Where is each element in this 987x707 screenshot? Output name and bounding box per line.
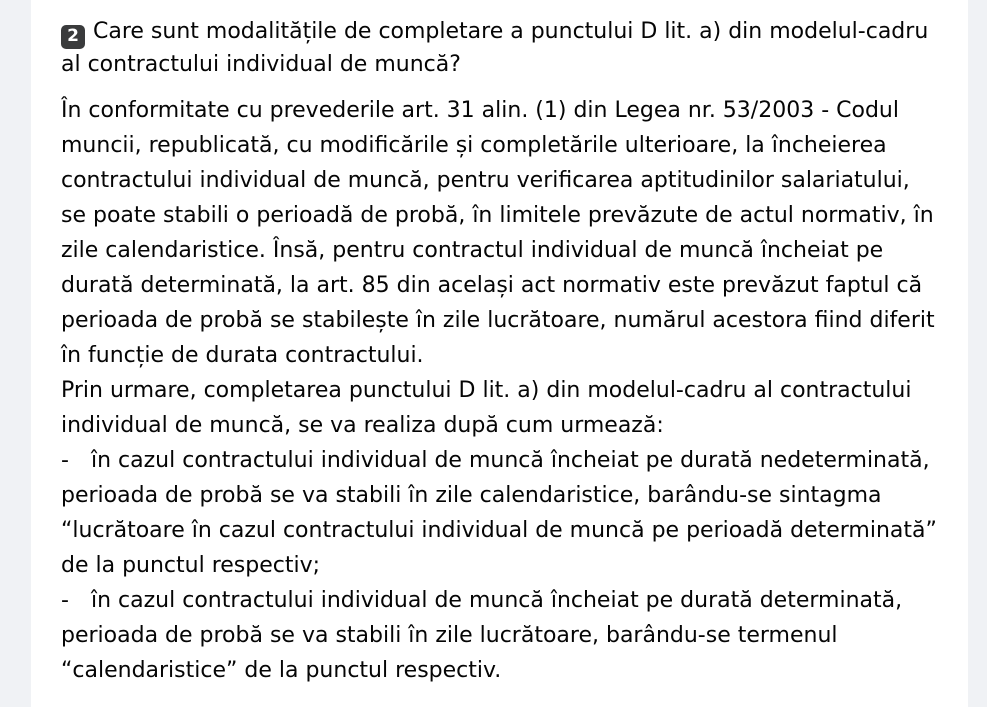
bullet-dash: - <box>61 447 69 473</box>
list-item-text: în cazul contractului individual de muncă încheiat pe durată nedeterminată, perioada de probă se va stabili în zile calendaristice, barându-se sintagma “lucrătoare în cazul contractului individual de muncă pe perioadă determinată” de la punctul respectiv; <box>61 447 937 578</box>
list-item <box>61 583 938 688</box>
answer-paragraph: În conformitate cu prevederile art. 31 alin. (1) din Legea nr. 53/2003 - Codul muncii, republicată, cu modificările și completările ulterioare, la încheierea contractului individual de muncă, pentru verificarea aptitudinilor salariatului, se poate stabili o perioadă de probă, în limitele prevăzute de actul normativ, în zile calendaristice. Însă, pentru contractul individual de muncă încheiat pe durată determinată, la art. 85 din același act normativ este prevăzut faptul că perioada de probă se stabilește în zile lucrătoare, numărul acestora fiind diferit în funcție de durata contractului. <box>61 97 935 368</box>
post-card <box>31 0 968 707</box>
question-heading <box>61 16 938 81</box>
question-text: Care sunt modalitățile de completare a punctului D lit. a) din modelul-cadru al contractului individual de muncă? <box>61 19 929 77</box>
answer-paragraph: Prin urmare, completarea punctului D lit. a) din modelul-cadru al contractului individual de muncă, se va realiza după cum urmează: <box>61 377 912 438</box>
list-item-text: în cazul contractului individual de muncă încheiat pe durată determinată, perioada de probă se va stabili în zile lucrătoare, barându-se termenul “calendaristice” de la punctul respectiv. <box>61 587 903 683</box>
bullet-dash: - <box>61 587 69 613</box>
list-item <box>61 443 938 583</box>
keycap-number-icon: 2 <box>61 25 85 49</box>
